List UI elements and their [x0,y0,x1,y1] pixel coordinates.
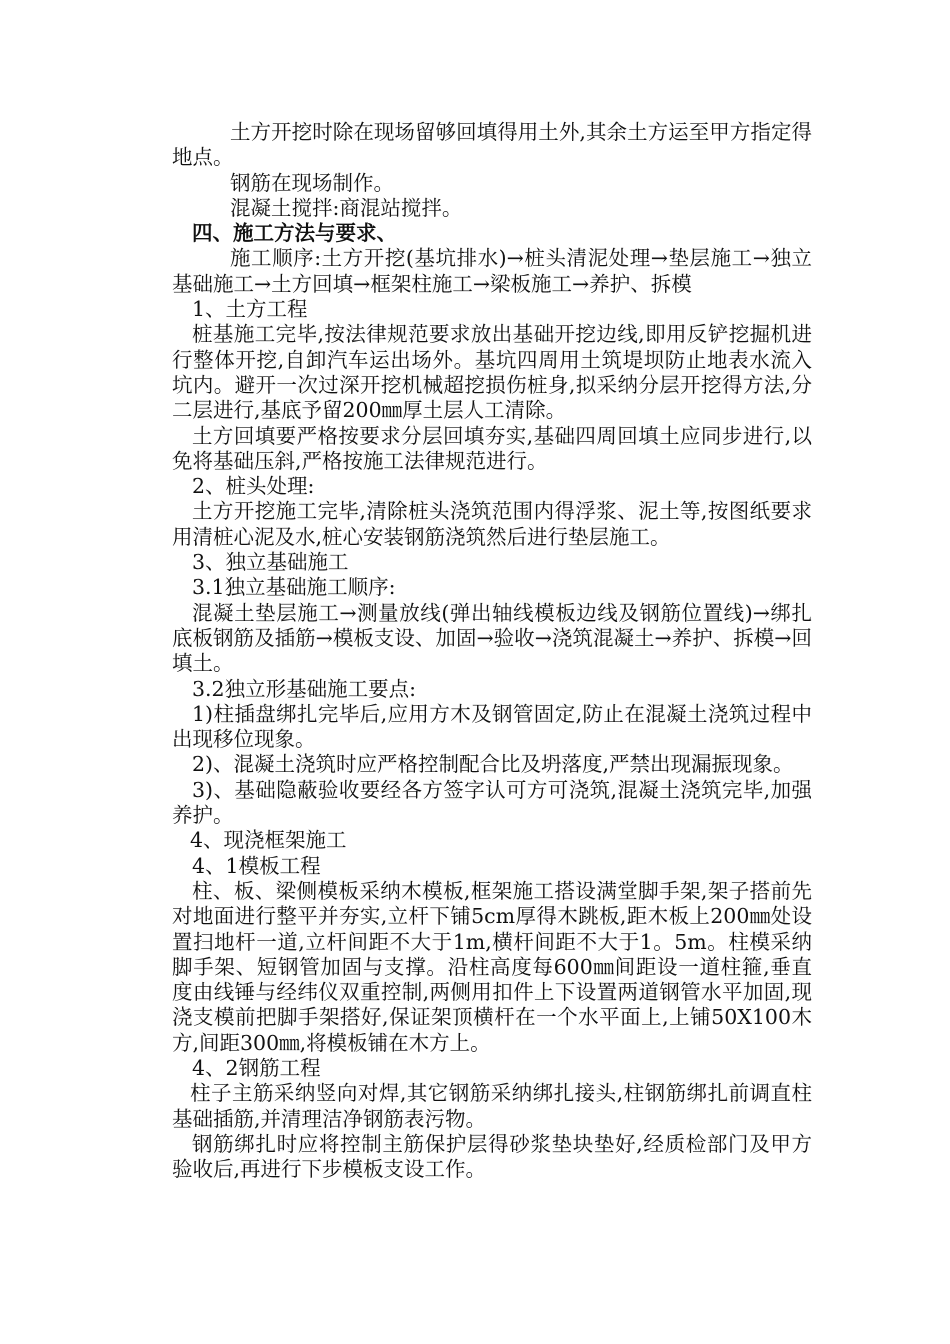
document-page [172,120,812,1182]
paragraph-foundation-sequence: 混凝土垫层施工→测量放线(弹出轴线模板边线及钢筋位置线)→绑扎底板钢筋及插筋→模板支设、加固→验收→浇筑混凝土→养护、拆模→回填土。 [172,600,812,676]
paragraph-point-2: 2)、混凝土浇筑时应严格控制配合比及坍落度,严禁出现漏振现象。 [192,752,794,777]
paragraph-soil-disposal: 土方开挖时除在现场留够回填得用土外,其余土方运至甲方指定得地点。 [172,120,812,170]
paragraph-point-1: 1)柱插盘绑扎完毕后,应用方木及钢管固定,防止在混凝土浇筑过程中出现移位现象。 [172,701,812,752]
paragraph-rebar-onsite: 钢筋在现场制作。 [230,170,394,195]
subheading-earthwork: 1、土方工程 [192,297,308,322]
subheading-foundation-sequence: 3.1独立基础施工顺序: [192,575,396,600]
paragraph-construction-sequence: 施工顺序:土方开挖(基坑排水)→桩头清泥处理→垫层施工→独立基础施工→土方回填→框架柱施工→梁板施工→养护、拆模 [172,246,812,296]
paragraph-rebar-1: 柱子主筋采纳竖向对焊,其它钢筋采纳绑扎接头,柱钢筋绑扎前调直柱基础插筋,并清理洁净钢筋表污物。 [172,1081,812,1131]
subheading-isolated-foundation: 3、独立基础施工 [192,550,349,575]
subheading-frame: 4、现浇框架施工 [190,828,347,853]
paragraph-concrete-mixing: 混凝土搅拌:商混站搅拌。 [230,195,463,220]
paragraph-formwork: 柱、板、梁侧模板采纳木模板,框架施工搭设满堂脚手架,架子搭前先对地面进行整平并夯实,立杆下铺5cm厚得木跳板,距木板上200㎜处设置扫地杆一道,立杆间距不大于1m,横杆间距不大于1。5m。柱模采纳脚手架、短钢管加固与支撑。沿柱高度每600㎜间距设一道柱箍,垂直度由线锤与经纬仪双重控制,两侧用扣件上下设置两道钢管水平加固,现浇支模前把脚手架搭好,保证架顶横杆在一个水平面上,上铺50X100木方,间距300㎜,将模板铺在木方上。 [172,878,812,1055]
paragraph-pile-head: 土方开挖施工完毕,清除桩头浇筑范围内得浮浆、泥土等,按图纸要求用清桩心泥及水,桩心安装钢筋浇筑然后进行垫层施工。 [172,499,812,549]
section-heading-methods: 四、施工方法与要求、 [192,221,397,246]
subheading-formwork: 4、1模板工程 [192,853,321,878]
paragraph-backfill: 土方回填要严格按要求分层回填夯实,基础四周回填土应同步进行,以免将基础压斜,严格按施工法律规范进行。 [172,423,812,473]
subheading-foundation-points: 3.2独立形基础施工要点: [192,676,417,701]
subheading-rebar: 4、2钢筋工程 [192,1055,321,1080]
paragraph-rebar-2: 钢筋绑扎时应将控制主筋保护层得砂浆垫块垫好,经质检部门及甲方验收后,再进行下步模板支设工作。 [172,1131,812,1182]
paragraph-excavation: 桩基施工完毕,按法律规范要求放出基础开挖边线,即用反铲挖掘机进行整体开挖,自卸汽车运出场外。基坑四周用土筑堤坝防止地表水流入坑内。避开一次过深开挖机械超挖损伤桩身,拟采纳分层开挖得方法,分二层进行,基底予留200㎜厚土层人工清除。 [172,322,812,423]
paragraph-point-3: 3)、基础隐蔽验收要经各方签字认可方可浇筑,混凝土浇筑完毕,加强养护。 [172,777,812,828]
subheading-pile-head: 2、桩头处理: [192,474,315,499]
